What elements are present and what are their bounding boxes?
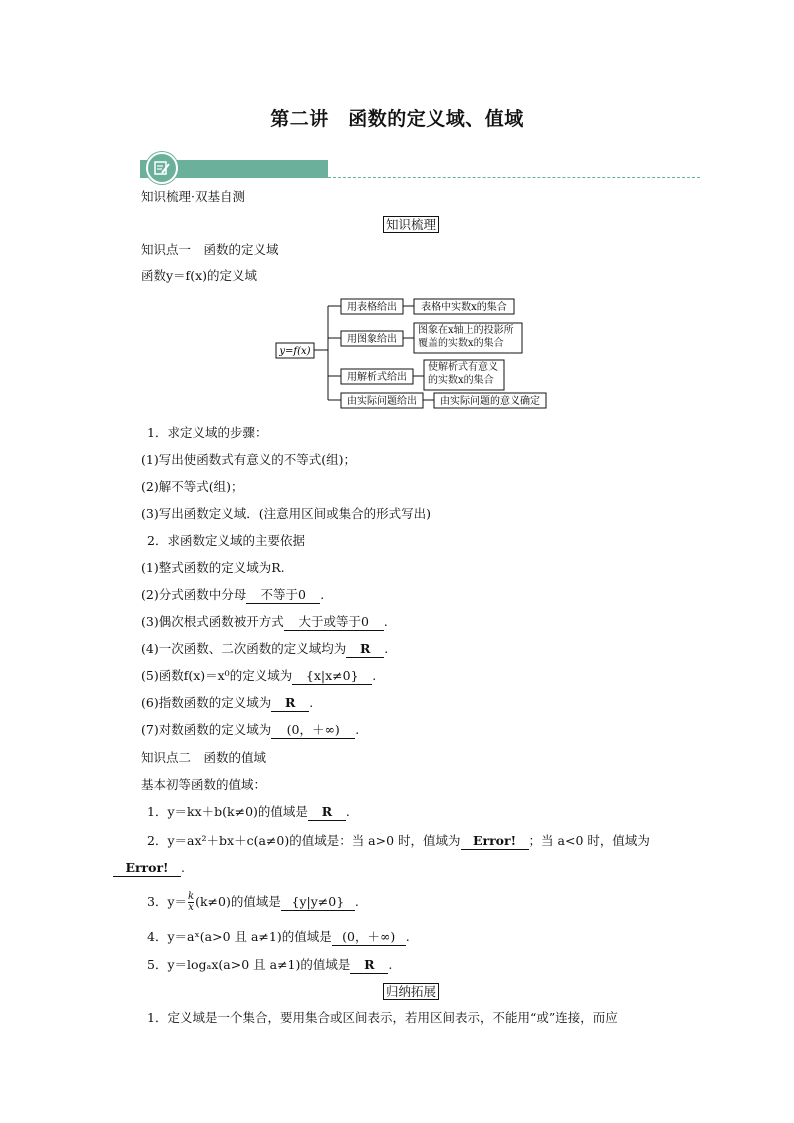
extension-1: 1．定义域是一个集合，要用集合或区间表示，若用区间表示，不能用“或”连接，而应 (147, 1010, 618, 1025)
basis-2-answer: 不等于0 (246, 587, 320, 604)
step-3: (3)写出函数定义域．(注意用区间或集合的形式写出) (141, 506, 431, 521)
result-practical: 由实际问题的意义确定 (440, 396, 540, 407)
range-5: 5．y＝logₐx(a>0 且 a≠1)的值域是 R . (147, 957, 393, 972)
method-practical: 由实际问题给出 (347, 396, 417, 407)
basis-3-answer: 大于或等于0 (284, 614, 384, 631)
range-1-answer: R (308, 804, 346, 821)
banner-divider (328, 177, 700, 178)
range-2-answer-a: Error! (461, 833, 529, 850)
result-graph: 图象在x轴上的投影所覆盖的实数x的集合 (418, 325, 514, 349)
section-header: 知识梳理·双基自测 (141, 189, 245, 204)
basis-6-answer: R (271, 695, 309, 712)
range-1: 1．y＝kx＋b(k≠0)的值域是 R . (147, 804, 350, 819)
step-1: (1)写出使函数式有意义的不等式(组)； (141, 452, 356, 467)
basis-5-answer: {x|x≠0} (292, 668, 372, 685)
page-title: 第二讲 函数的定义域、值域 (270, 108, 524, 130)
range-3: 3．y＝ $\frac{k}{x}$ (k≠0)的值域是 {y|y≠0} . (147, 891, 359, 913)
kp1-intro: 函数y＝f(x)的定义域 (141, 268, 257, 283)
method-table: 用表格给出 (347, 302, 397, 313)
diagram-root: y=f(x) (279, 346, 311, 357)
kp2-intro: 基本初等函数的值域： (141, 777, 267, 792)
result-formula: 使解析式有意义的实数x的集合 (428, 362, 498, 386)
fraction-k-over-x: $\frac{k}{x}$ (188, 891, 195, 913)
basis-4-answer: R (346, 641, 384, 658)
basis-2: (2)分式函数中分母 不等于0 . (141, 587, 325, 602)
basis-3: (3)偶次根式函数被开方式 大于或等于0 . (141, 614, 388, 629)
range-3-answer: {y|y≠0} (281, 894, 355, 911)
range-2-cont: Error! . (113, 860, 185, 877)
basis-6: (6)指数函数的定义域为 R . (141, 695, 314, 710)
range-2: 2．y＝ax²＋bx＋c(a≠0)的值域是：当 a>0 时，值域为 Error! ；当 a<0 时，值域为 (147, 833, 650, 848)
boxed-heading-knowledge: 知识梳理 (383, 216, 439, 233)
kp1-title: 知识点一 函数的定义域 (141, 242, 279, 257)
basis-4: (4)一次函数、二次函数的定义域均为 R . (141, 641, 389, 656)
basis-5: (5)函数f(x)＝x⁰的定义域为 {x|x≠0} . (141, 668, 377, 683)
domain-diagram (270, 296, 560, 412)
steps-title: 1．求定义域的步骤： (147, 425, 268, 440)
result-table: 表格中实数x的集合 (421, 302, 507, 313)
basis-7-answer: (0，＋∞) (271, 722, 355, 739)
kp2-title: 知识点二 函数的值域 (141, 750, 267, 765)
basis-7: (7)对数函数的定义域为 (0，＋∞) . (141, 722, 360, 737)
range-4-answer: (0，＋∞) (332, 929, 406, 946)
range-4: 4．y＝aˣ(a>0 且 a≠1)的值域是 (0，＋∞) . (147, 929, 410, 944)
boxed-heading-summary: 归纳拓展 (383, 983, 439, 1000)
method-formula: 用解析式给出 (347, 372, 407, 383)
range-2-answer-b: Error! (113, 860, 181, 877)
basis-1: (1)整式函数的定义域为R. (141, 560, 285, 575)
basis-title: 2．求函数定义域的主要依据 (147, 533, 305, 548)
step-2: (2)解不等式(组)； (141, 479, 244, 494)
range-5-answer: R (350, 957, 388, 974)
method-graph: 用图象给出 (347, 334, 397, 345)
pencil-note-icon (146, 152, 178, 184)
